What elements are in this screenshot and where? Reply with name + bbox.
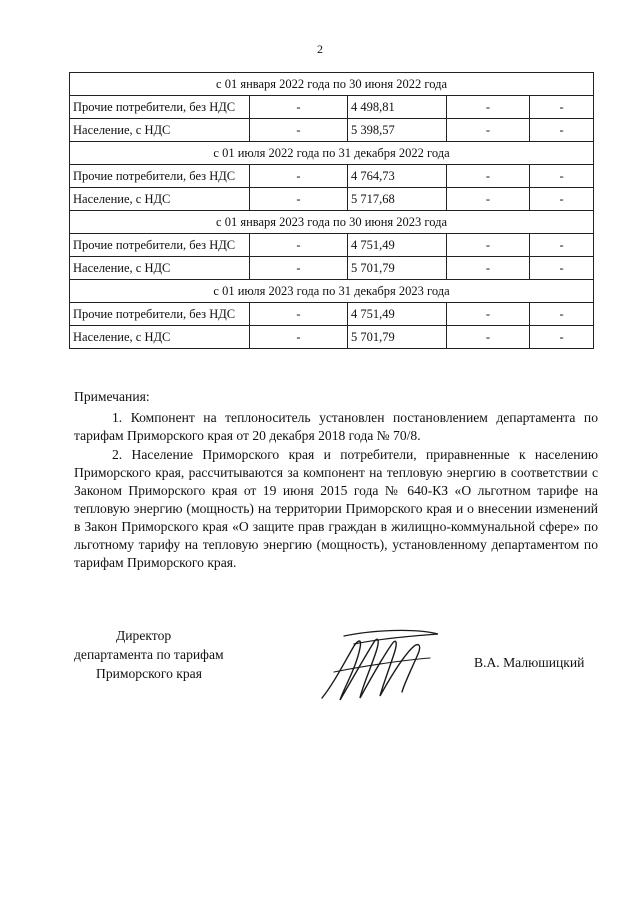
- dash-cell: -: [447, 96, 530, 119]
- period-label: с 01 июля 2022 года по 31 декабря 2022 года: [70, 142, 594, 165]
- consumer-name: Прочие потребители, без НДС: [70, 165, 250, 188]
- table-row: [70, 165, 594, 188]
- signatory-title-line: Приморского края: [96, 666, 202, 681]
- consumer-name: Прочие потребители, без НДС: [70, 96, 250, 119]
- dash-cell: -: [447, 119, 530, 142]
- consumer-name: Население, с НДС: [70, 257, 250, 280]
- dash-cell: -: [530, 96, 594, 119]
- notes-section: [74, 388, 598, 572]
- dash-cell: -: [530, 188, 594, 211]
- dash-cell: -: [530, 303, 594, 326]
- tariff-value: 5 398,57: [348, 119, 447, 142]
- signatory-name: В.А. Малюшицкий: [474, 655, 585, 670]
- tariff-value: 5 701,79: [348, 257, 447, 280]
- note-2: 2. Население Приморского края и потребители, приравненные к населению Приморского края, рассчитываются за компонент на тепловую энергию в соответствии с Законом Приморского края от 19 июня 2015 года № 640-КЗ «О льготном тарифе на тепловую энергию (мощность) на территории Приморского края и о внесении изменений в Закон Приморского края «О защите прав граждан в жилищно-коммунальной сфере» по льготному тарифу на тепловую энергию (мощность), установленному департаментом по тарифам Приморского края.: [74, 447, 598, 570]
- page-number: 2: [317, 42, 323, 56]
- table-period-row: [70, 211, 594, 234]
- dash-cell: -: [447, 165, 530, 188]
- tariff-value: 4 751,49: [348, 303, 447, 326]
- dash-cell: -: [250, 96, 348, 119]
- dash-cell: -: [447, 188, 530, 211]
- dash-cell: -: [250, 234, 348, 257]
- period-label: с 01 июля 2023 года по 31 декабря 2023 года: [70, 280, 594, 303]
- consumer-name: Население, с НДС: [70, 188, 250, 211]
- dash-cell: -: [250, 188, 348, 211]
- table-period-row: [70, 73, 594, 96]
- table-row: [70, 119, 594, 142]
- dash-cell: -: [530, 326, 594, 349]
- dash-cell: -: [447, 257, 530, 280]
- consumer-name: Прочие потребители, без НДС: [70, 234, 250, 257]
- dash-cell: -: [447, 326, 530, 349]
- table-period-row: [70, 142, 594, 165]
- signatory-title-line: Директор: [116, 628, 172, 643]
- dash-cell: -: [530, 119, 594, 142]
- tariff-value: 4 764,73: [348, 165, 447, 188]
- table-row: [70, 188, 594, 211]
- tariff-value: 5 701,79: [348, 326, 447, 349]
- dash-cell: -: [530, 257, 594, 280]
- tariff-value: 4 751,49: [348, 234, 447, 257]
- dash-cell: -: [250, 119, 348, 142]
- dash-cell: -: [530, 234, 594, 257]
- period-label: с 01 января 2022 года по 30 июня 2022 года: [70, 73, 594, 96]
- period-label: с 01 января 2023 года по 30 июня 2023 года: [70, 211, 594, 234]
- signatory-title: [74, 626, 274, 683]
- tariff-table: [69, 72, 594, 349]
- dash-cell: -: [447, 303, 530, 326]
- notes-heading: Примечания:: [74, 389, 150, 404]
- dash-cell: -: [250, 257, 348, 280]
- tariff-value: 5 717,68: [348, 188, 447, 211]
- note-1: 1. Компонент на теплоноситель установлен постановлением департамента по тарифам Приморского края от 20 декабря 2018 года № 70/8.: [74, 410, 598, 443]
- tariff-value: 4 498,81: [348, 96, 447, 119]
- handwritten-signature: [314, 628, 444, 708]
- table-row: [70, 303, 594, 326]
- dash-cell: -: [250, 326, 348, 349]
- dash-cell: -: [447, 234, 530, 257]
- dash-cell: -: [250, 165, 348, 188]
- signatory-title-line: департамента по тарифам: [74, 647, 224, 662]
- dash-cell: -: [250, 303, 348, 326]
- consumer-name: Население, с НДС: [70, 119, 250, 142]
- table-row: [70, 234, 594, 257]
- table-row: [70, 257, 594, 280]
- consumer-name: Население, с НДС: [70, 326, 250, 349]
- table-row: [70, 96, 594, 119]
- table-row: [70, 326, 594, 349]
- table-period-row: [70, 280, 594, 303]
- dash-cell: -: [530, 165, 594, 188]
- consumer-name: Прочие потребители, без НДС: [70, 303, 250, 326]
